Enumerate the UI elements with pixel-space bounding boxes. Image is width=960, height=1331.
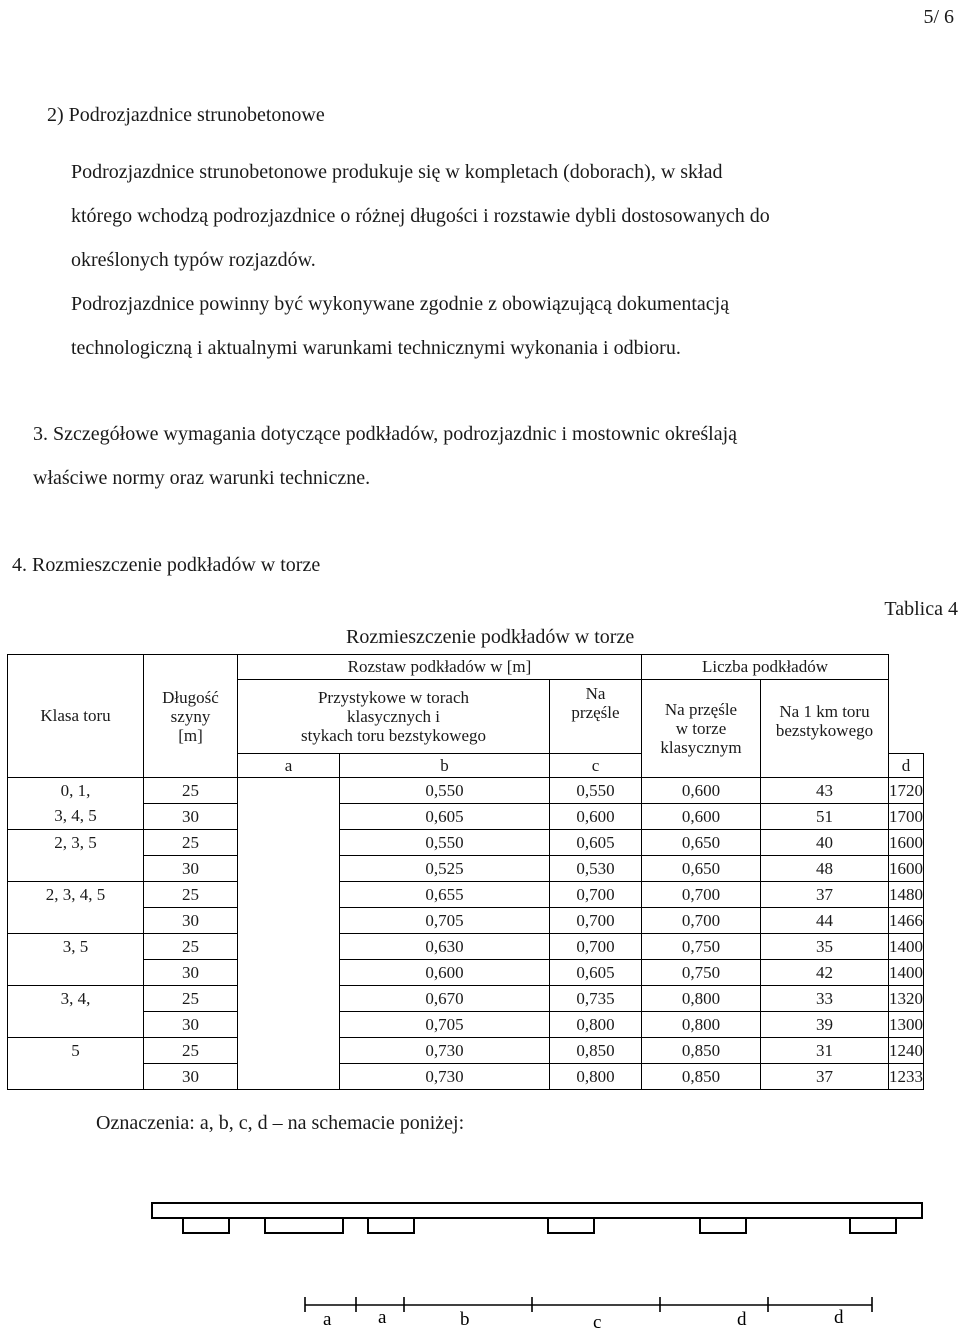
cell-count-km: 1240 <box>889 1038 924 1064</box>
cell-klasa-text: 5 <box>71 1041 80 1060</box>
cell-klasa <box>8 830 144 882</box>
cell-b: 0,730 <box>340 1064 550 1090</box>
header-klasycznym-line: w torze <box>675 719 727 738</box>
dim-label-b: b <box>460 1309 470 1330</box>
dim-label-d1: d <box>737 1309 747 1330</box>
cell-d: 0,750 <box>642 934 761 960</box>
cell-klasa-text: 3, 4, 5 <box>54 806 97 825</box>
cell-b: 0,600 <box>340 960 550 986</box>
cell-count-classic: 35 <box>761 934 889 960</box>
cell-b: 0,670 <box>340 986 550 1012</box>
cell-count-km: 1720 <box>889 778 924 804</box>
cell-klasa-text: 2, 3, 4, 5 <box>45 885 106 904</box>
dim-label-c: c <box>593 1312 602 1331</box>
cell-c: 0,800 <box>550 1064 642 1090</box>
header-sub-b: b <box>340 754 550 778</box>
rail <box>152 1203 922 1218</box>
cell-length: 25 <box>144 882 238 908</box>
cell-count-km: 1233 <box>889 1064 924 1090</box>
cell-c: 0,605 <box>550 830 642 856</box>
sleepers-table <box>7 654 924 1090</box>
cell-count-classic: 37 <box>761 1064 889 1090</box>
table-row <box>8 934 924 960</box>
cell-c: 0,735 <box>550 986 642 1012</box>
cell-length: 30 <box>144 856 238 882</box>
table-row <box>8 778 924 804</box>
cell-a-value <box>238 778 340 1090</box>
cell-length: 30 <box>144 804 238 830</box>
table-row <box>8 856 924 882</box>
header-klasycznym-line: klasycznym <box>660 738 742 757</box>
cell-c: 0,550 <box>550 778 642 804</box>
sleeper-layout-schema <box>0 1190 960 1331</box>
cell-b: 0,525 <box>340 856 550 882</box>
header-na-1km-line: Na 1 km toru <box>779 702 870 721</box>
cell-d: 0,750 <box>642 960 761 986</box>
cell-klasa <box>8 934 144 986</box>
header-klasa: Klasa toru <box>8 655 144 778</box>
cell-count-km: 1400 <box>889 960 924 986</box>
header-przystykowe-line: Przystykowe w torach <box>317 688 470 707</box>
cell-b: 0,630 <box>340 934 550 960</box>
cell-count-km: 1466 <box>889 908 924 934</box>
cell-b: 0,730 <box>340 1038 550 1064</box>
cell-klasa <box>8 882 144 934</box>
cell-count-km: 1600 <box>889 856 924 882</box>
cell-klasa <box>8 986 144 1038</box>
cell-d: 0,800 <box>642 1012 761 1038</box>
cell-klasa-text: 3, 4, <box>60 989 91 1008</box>
cell-klasa-text: 0, 1, <box>60 781 91 800</box>
cell-klasa-text: 2, 3, 5 <box>54 833 97 852</box>
table-caption: Rozmieszczenie podkładów w torze <box>346 626 635 648</box>
table-row <box>8 960 924 986</box>
header-klasycznym-line: Na przęśle <box>664 700 738 719</box>
cell-b: 0,550 <box>340 778 550 804</box>
table-row <box>8 986 924 1012</box>
header-liczba: Liczba podkładów <box>642 655 889 680</box>
section-2-heading: 2) Podrozjazdnice strunobetonowe <box>47 104 325 126</box>
cell-c: 0,800 <box>550 1012 642 1038</box>
cell-d: 0,800 <box>642 986 761 1012</box>
cell-b: 0,655 <box>340 882 550 908</box>
table-row <box>8 804 924 830</box>
cell-count-km: 1480 <box>889 882 924 908</box>
header-rozstaw: Rozstaw podkładów w [m] <box>238 655 642 680</box>
header-na-1km <box>761 680 889 778</box>
cell-length: 25 <box>144 1038 238 1064</box>
cell-c: 0,605 <box>550 960 642 986</box>
header-sub-c: c <box>550 754 642 778</box>
cell-count-classic: 33 <box>761 986 889 1012</box>
cell-klasa-text: 3, 5 <box>62 937 89 956</box>
cell-b: 0,550 <box>340 830 550 856</box>
cell-b: 0,605 <box>340 804 550 830</box>
cell-count-classic: 40 <box>761 830 889 856</box>
cell-klasa <box>8 778 144 830</box>
dim-label-d2: d <box>834 1307 844 1328</box>
dim-label-a1: a <box>323 1309 332 1330</box>
cell-d: 0,600 <box>642 778 761 804</box>
table-row <box>8 882 924 908</box>
header-dlugosc <box>144 655 238 778</box>
dim-label-a2: a <box>378 1307 387 1328</box>
table-row <box>8 830 924 856</box>
header-na-przesle-line: Na <box>585 684 606 703</box>
sleeper-4 <box>548 1218 594 1233</box>
header-sub-a: a <box>238 754 340 778</box>
header-dlugosc-line: Długość <box>162 687 219 707</box>
section-3-line: właściwe normy oraz warunki techniczne. <box>33 467 371 489</box>
paragraph-line: Podrozjazdnice strunobetonowe produkuje się w kompletach (doborach), w skład <box>71 161 723 183</box>
cell-count-km: 1400 <box>889 934 924 960</box>
header-dlugosc-line: szyny <box>170 706 211 726</box>
cell-count-km: 1320 <box>889 986 924 1012</box>
header-przystykowe-line: klasycznych i <box>347 707 440 726</box>
paragraph-line: określonych typów rozjazdów. <box>71 249 316 271</box>
sleeper-3 <box>368 1218 414 1233</box>
cell-b: 0,705 <box>340 1012 550 1038</box>
paragraph-line: którego wchodzą podrozjazdnice o różnej długości i rozstawie dybli dostosowanych do <box>71 205 770 227</box>
table-row <box>8 1038 924 1064</box>
sleeper-6 <box>850 1218 896 1233</box>
cell-d: 0,850 <box>642 1038 761 1064</box>
cell-length: 25 <box>144 986 238 1012</box>
header-na-przesle-line: przęśle <box>571 703 620 722</box>
cell-c: 0,700 <box>550 934 642 960</box>
cell-length: 25 <box>144 778 238 804</box>
cell-d: 0,600 <box>642 804 761 830</box>
cell-count-classic: 37 <box>761 882 889 908</box>
section-3-line: 3. Szczegółowe wymagania dotyczące podkładów, podrozjazdnic i mostownic określają <box>33 423 738 445</box>
cell-length: 25 <box>144 830 238 856</box>
paragraph-line: technologiczną i aktualnymi warunkami technicznymi wykonania i odbioru. <box>71 337 681 359</box>
cell-c: 0,700 <box>550 882 642 908</box>
cell-c: 0,530 <box>550 856 642 882</box>
header-przystykowe-line: stykach toru bezstykowego <box>300 726 487 745</box>
dimension-line <box>305 1297 872 1312</box>
cell-count-classic: 31 <box>761 1038 889 1064</box>
table-row <box>8 1064 924 1090</box>
cell-length: 25 <box>144 934 238 960</box>
cell-d: 0,700 <box>642 908 761 934</box>
cell-count-classic: 42 <box>761 960 889 986</box>
sleeper-5 <box>700 1218 746 1233</box>
header-sub-d: d <box>889 754 924 778</box>
cell-count-classic: 48 <box>761 856 889 882</box>
cell-d: 0,700 <box>642 882 761 908</box>
cell-length: 30 <box>144 1012 238 1038</box>
cell-b: 0,705 <box>340 908 550 934</box>
cell-d: 0,650 <box>642 830 761 856</box>
section-4-heading: 4. Rozmieszczenie podkładów w torze <box>12 554 321 576</box>
cell-d: 0,650 <box>642 856 761 882</box>
header-dlugosc-line: [m] <box>178 725 203 745</box>
header-na-1km-line: bezstykowego <box>775 721 874 740</box>
page-number: 5/ 6 <box>923 6 954 28</box>
sleeper-2 <box>265 1218 343 1233</box>
cell-c: 0,600 <box>550 804 642 830</box>
legend-text: Oznaczenia: a, b, c, d – na schemacie poniżej: <box>96 1112 465 1134</box>
table-label: Tablica 4 <box>884 598 958 620</box>
cell-length: 30 <box>144 960 238 986</box>
cell-d: 0,850 <box>642 1064 761 1090</box>
header-na-przesle-klasycznym <box>642 680 761 778</box>
cell-klasa <box>8 1038 144 1090</box>
cell-count-km: 1300 <box>889 1012 924 1038</box>
cell-count-classic: 43 <box>761 778 889 804</box>
header-przystykowe <box>238 680 550 754</box>
cell-c: 0,850 <box>550 1038 642 1064</box>
header-na-przesle <box>550 680 642 754</box>
cell-count-km: 1600 <box>889 830 924 856</box>
cell-count-classic: 51 <box>761 804 889 830</box>
sleeper-1 <box>183 1218 229 1233</box>
paragraph-line: Podrozjazdnice powinny być wykonywane zgodnie z obowiązującą dokumentacją <box>71 293 730 315</box>
cell-count-km: 1700 <box>889 804 924 830</box>
cell-count-classic: 39 <box>761 1012 889 1038</box>
sleepers-group <box>183 1218 896 1233</box>
cell-count-classic: 44 <box>761 908 889 934</box>
table-row <box>8 1012 924 1038</box>
table-row <box>8 908 924 934</box>
cell-c: 0,700 <box>550 908 642 934</box>
cell-length: 30 <box>144 908 238 934</box>
cell-length: 30 <box>144 1064 238 1090</box>
